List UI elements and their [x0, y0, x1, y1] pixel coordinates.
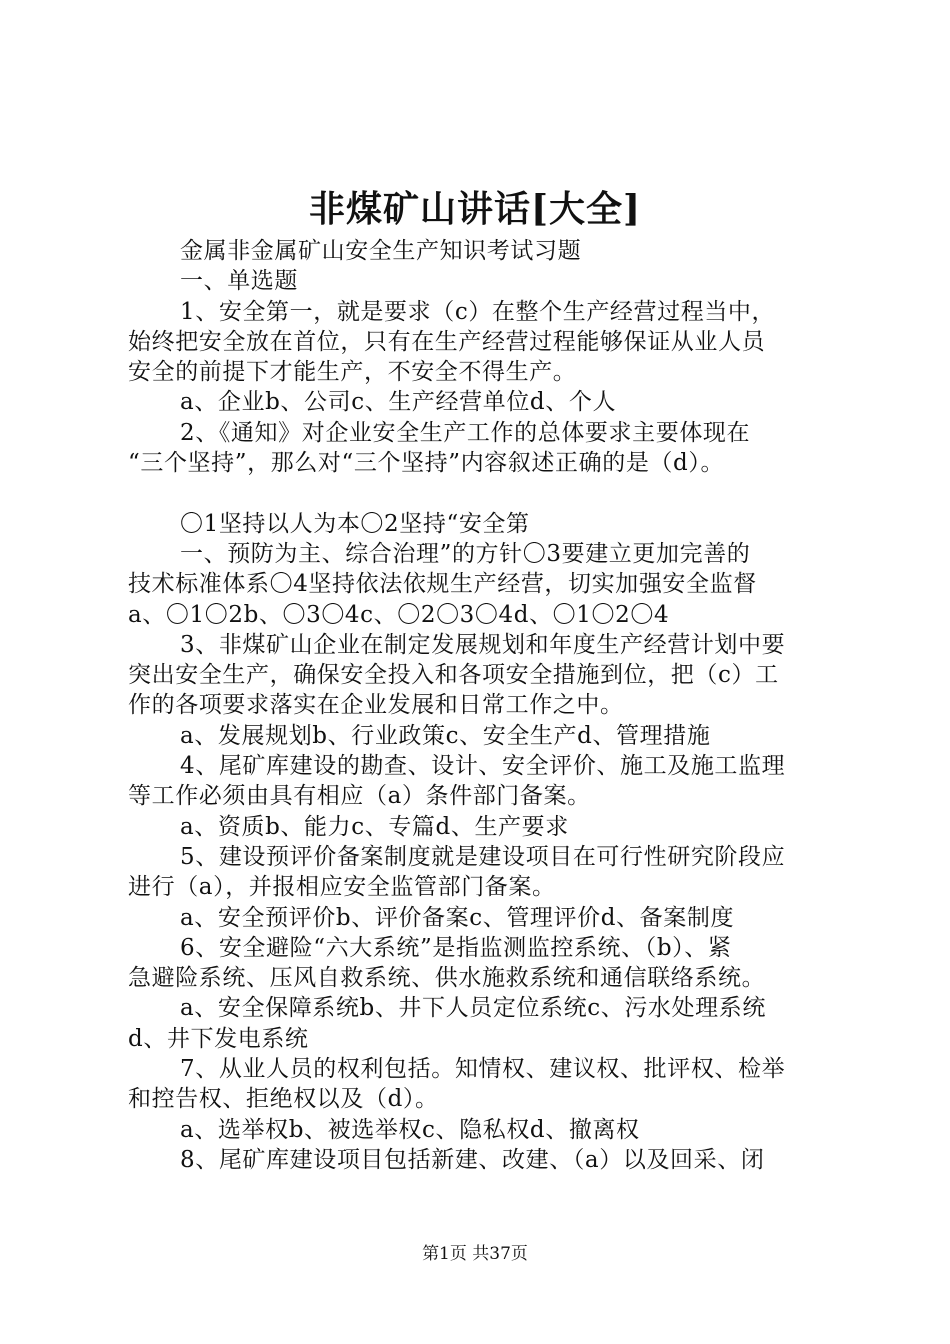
text-line: 急避险系统、压风自救系统、供水施救系统和通信联络系统。: [128, 965, 766, 992]
text-line: a、〇1〇2b、〇3〇4c、〇2〇3〇4d、〇1〇2〇4: [128, 601, 670, 628]
text-line: 等工作必须由具有相应（a）条件部门备案。: [128, 783, 591, 810]
text-line: 始终把安全放在首位，只有在生产经营过程能够保证从业人员: [128, 328, 766, 355]
text-line: d、井下发电系统: [128, 1025, 309, 1052]
text-line: 一、预防为主、综合治理”的方针〇3要建立更加完善的: [180, 540, 751, 567]
text-line: 技术标准体系〇4坚持依法依规生产经营，切实加强安全监督: [128, 571, 757, 598]
text-line: 金属非金属矿山安全生产知识考试习题: [180, 238, 582, 264]
document-title: 非煤矿山讲话[大全]: [308, 188, 642, 230]
text-line: 1、安全第一，就是要求（c）在整个生产经营过程当中，: [180, 298, 776, 325]
text-line: 一、单选题: [180, 268, 298, 295]
text-line: 作的各项要求落实在企业发展和日常工作之中。: [128, 692, 624, 719]
text-line: 突出安全生产，确保安全投入和各项安全措施到位，把（c）工: [128, 662, 779, 689]
text-line: 3、非煤矿山企业在制定发展规划和年度生产经营计划中要: [180, 631, 786, 658]
text-line: “三个坚持”，那么对“三个坚持”内容叙述正确的是（d）。: [128, 450, 725, 477]
text-line: 进行（a），并报相应安全监管部门备案。: [128, 874, 556, 901]
text-line: 8、尾矿库建设项目包括新建、改建、（a）以及回采、闭: [180, 1146, 765, 1173]
text-line: 2、《通知》对企业安全生产工作的总体要求主要体现在: [180, 419, 751, 446]
text-line: 和控告权、拒绝权以及（d）。: [128, 1086, 439, 1113]
text-line: 〇1坚持以人为本〇2坚持“安全第: [180, 510, 530, 537]
text-line: a、发展规划b、行业政策c、安全生产d、管理措施: [180, 722, 711, 749]
text-line: 安全的前提下才能生产，不安全不得生产。: [128, 359, 577, 386]
text-line: 4、尾矿库建设的勘查、设计、安全评价、施工及施工监理: [180, 753, 786, 780]
text-line: 6、安全避险“六大系统”是指监测监控系统、（b）、紧: [180, 934, 732, 961]
text-line: a、选举权b、被选举权c、隐私权d、撤离权: [180, 1116, 640, 1143]
text-line: a、安全保障系统b、井下人员定位系统c、污水处理系统: [180, 995, 766, 1022]
text-line: a、资质b、能力c、专篇d、生产要求: [180, 813, 569, 840]
text-line: a、安全预评价b、评价备案c、管理评价d、备案制度: [180, 904, 735, 931]
text-line: 5、建设预评价备案制度就是建设项目在可行性研究阶段应: [180, 843, 786, 870]
text-line: a、企业b、公司c、生产经营单位d、个人: [180, 389, 617, 416]
text-line: 7、从业人员的权利包括。知情权、建议权、批评权、检举: [180, 1056, 786, 1083]
blank-line: [128, 478, 834, 508]
page-footer: 第1页 共37页: [422, 1244, 528, 1264]
document-body: [128, 236, 834, 1175]
